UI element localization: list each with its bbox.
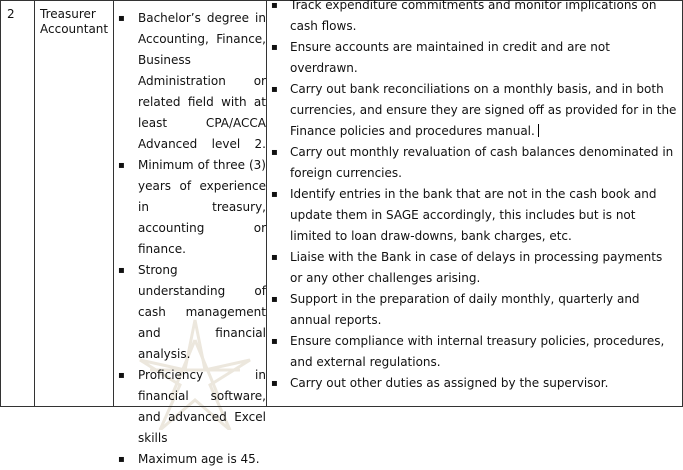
- row-number: 2: [7, 7, 15, 21]
- qualification-item: ▪ Strong understanding of cash management and financial analysis.: [116, 260, 266, 365]
- duty-item: ▪ Track expenditure commitments and monitor implications on cash flows.: [270, 0, 678, 37]
- qualification-item: ▪ Bachelor’s degree in Accounting, Finance, Business Administration or related field with at least CPA/ACCA Advanced level 2.: [116, 8, 266, 155]
- column-divider: [266, 0, 267, 407]
- qualification-item: ▪ Minimum of three (3) years of experience in treasury, accounting or finance.: [116, 155, 266, 260]
- duty-item: ▪ Carry out monthly revaluation of cash balances denominated in foreign currencies.: [270, 142, 678, 184]
- column-divider: [34, 0, 35, 407]
- column-divider: [113, 0, 114, 407]
- qualification-item: ▪ Maximum age is 45.: [116, 449, 266, 470]
- qualification-item: ▪ Proficiency in financial software, and advanced Excel skills: [116, 365, 266, 449]
- text-cursor: [538, 124, 539, 137]
- duties-list: [270, 0, 678, 394]
- duty-item: ▪ Carry out bank reconciliations on a monthly basis, and in both currencies, and ensure they are signed off as provided for in the Finance policies and procedures manual.: [270, 79, 678, 142]
- qualifications-list: [116, 0, 266, 470]
- duty-item: ▪ Ensure compliance with internal treasury policies, procedures, and external regulations.: [270, 331, 678, 373]
- duty-item: ▪ Liaise with the Bank in case of delays in processing payments or any other challenges arising.: [270, 247, 678, 289]
- position-title: Treasurer Accountant: [40, 7, 109, 36]
- duty-item: ▪ Support in the preparation of daily monthly, quarterly and annual reports.: [270, 289, 678, 331]
- duty-item: ▪ Ensure accounts are maintained in credit and are not overdrawn.: [270, 37, 678, 79]
- duty-item: ▪ Identify entries in the bank that are not in the cash book and update them in SAGE accordingly, this includes but is not limited to loan draw-downs, bank charges, etc.: [270, 184, 678, 247]
- table-left-border: [0, 0, 1, 407]
- duty-item: ▪ Carry out other duties as assigned by the supervisor.: [270, 373, 678, 394]
